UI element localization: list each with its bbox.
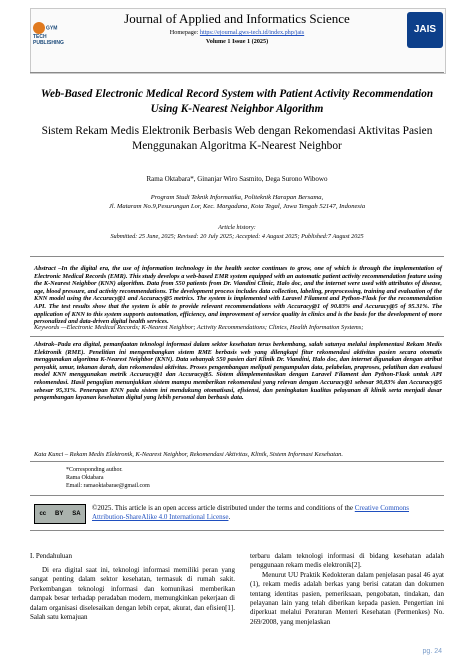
publisher-logo	[33, 22, 64, 46]
header-divider	[30, 72, 444, 73]
affiliation-line-1: Program Studi Teknik Informatika, Politeknik Harapan Bersama,	[150, 194, 324, 201]
divider-keywords	[30, 336, 444, 337]
intro-paragraph-2: Menurut UU Praktik Kedokteran dalam penjelasan pasal 46 ayat (1), rekam medis adalah berkas yang berisi catatan dan dokumen tentang identitas pasien, pemeriksaan, pengobatan, tindakan, dan pelayanan lain yang telah diberikan kepada pasien. Pengertian ini diperkuat melalui Peraturan Menteri Kesehatan (Permenkes) No. 269/2008, yang menjelaskan	[250, 570, 444, 626]
section-heading: I. Pendahuluan	[30, 552, 72, 560]
homepage-link[interactable]: https://ejournal.gws-tech.id/index.php/jais	[199, 29, 305, 36]
corresponding-email: Email: ramaoktabarae@gmail.com	[66, 483, 150, 489]
article-title-id: Sistem Rekam Medis Elektronik Berbasis Web dengan Rekomendasi Aktivitas Pasien Menggunakan Algoritma K-Nearest Neighbor	[41, 125, 433, 152]
intro-paragraph-1-cont: terbaru dalam teknologi informasi di bidang kesehatan adalah penggunaan rekam medis elektronik[2].	[250, 552, 444, 570]
authors: Rama Oktabara*, Ginanjar Wiro Sasmito, Dega Surono Wibowo	[146, 175, 328, 183]
history-label: Article history:	[218, 224, 256, 231]
intro-paragraph-1: Di era digital saat ini, teknologi informasi memiliki peran yang sangat penting dalam sektor kesehatan, termasuk di rumah sakit. Perkembangan teknologi informasi dan komunikasi memberikan dampak besar terhadap peradaban modern, memungkinkan pekerjaan di dalam organisasi diselesaikan dengan lebih cepat, akurat, dan efisien[1]. Salah satu kemajuan	[30, 566, 235, 622]
journal-title: Journal of Applied and Informatics Science	[124, 11, 350, 26]
homepage-label: Homepage:	[169, 29, 200, 36]
license-statement: ©2025. This article is an open access article distributed under the terms and conditions of the	[92, 504, 355, 512]
abstract-en: Abstract –In the digital era, the use of information technology in the health sector continues to grow, one of which is through the implementation of Electronic Medical Records (EMR). This study develops a web-based EMR system equipped with an automatic patient activity recommendation feature using the K-Nearest Neighbor (KNN) algorithm. Data from 550 patients from Dr. Viandini Clinic, Halo doc, and the internet were used with attributes of disease, age, blood pressure, and activity recommendations. The development process includes data collection, labeling, preprocessing, training and evaluation of the KNN model using the Accuracy@1 and Accuracy@5 metrics. The system is implemented with Laravel Filament and Python-Flask for the recommendation API. The test results show that the system is able to provide relevant recommendations with Accuracy@1 of 90.83% and Accuracy@5 of 95.31%. The application of KNN to this system supports automation, efficiency, and improvement of service quality in clinics and is the basis for the development of more personalized and data-driven digital health services.	[34, 265, 442, 326]
abstract-id: Abstrak–Pada era digital, pemanfaatan teknologi informasi dalam sektor kesehatan terus berkembang, salah satunya melalui implementasi Rekam Medis Elektronik (RME). Penelitian ini mengembangkan sistem RME berbasis web yang dilengkapi fitur rekomendasi aktivitas pasien secara otomatis menggunakan algoritma K-Nearest Neighbor (KNN). Data sebanyak 550 pasien dari Klinik Dr. Viandini, Halo doc, dan internet digunakan dengan atribut penyakit, umur, tekanan darah, dan rekomendasi aktivitas. Proses pengembangan meliputi pengumpulan data, pelabelan, praproses, pelatihan dan evaluasi model KNN menggunakan metrik Accuracy@1 dan Accuracy@5. Sistem diimplementasikan dengan Laravel Filament dan Python-Flask untuk API rekomendasi. Hasil pengujian menunjukkan sistem mampu memberikan rekomendasi yang relevan dengan Accuracy@1 sebesar 90,83% dan Accuracy@5 sebesar 95,31%. Penerapan KNN pada sistem ini mendukung otomatisasi, efisiensi, dan peningkatan kualitas pelayanan di klinik serta menjadi dasar pengembangan layanan kesehatan digital yang lebih personal dan berbasis data.	[34, 341, 442, 402]
affiliation-line-2: Jl. Mataram No.9,Pesurungan Lor, Kec. Margadana, Kota Tegal, Jawa Tengah 52147, Indonesia	[108, 203, 366, 210]
license-end: .	[228, 513, 231, 521]
license-link[interactable]: Creative Commons Attribution-ShareAlike 4.0 International License	[92, 504, 410, 521]
body-column-right	[250, 552, 444, 627]
article-history: Submitted: 25 June, 2025; Revised: 20 July 2025; Accepted: 4 August 2025; Published:7 August 2025	[110, 233, 364, 240]
corresponding-author	[66, 466, 366, 490]
by-icon: BY	[55, 511, 64, 517]
body-column-left	[30, 566, 235, 622]
keywords-id: Kata Kunci – Rekam Medis Elektronik, K-Nearest Neighbor, Rekomendasi Aktivitas, Klinik, Sistem Informasi Kesehatan.	[34, 451, 343, 458]
keywords-en: Keywords —Electronic Medical Records; K-Nearest Neighbor; Activity Recommendations; Clinics, Health Information Systems;	[34, 324, 364, 331]
journal-volume: Volume 1 Issue 1 (2025)	[205, 38, 269, 45]
divider-abstract-end	[30, 461, 444, 462]
cc-license-badge	[34, 504, 86, 524]
page-number: pg. 24	[422, 648, 442, 655]
cc-icon: cc	[39, 511, 47, 517]
license-text	[92, 504, 442, 522]
jais-logo: JAIS	[407, 12, 443, 48]
divider-top	[30, 256, 444, 257]
corresponding-label: *Corresponding author.	[66, 467, 123, 473]
publisher-logo-text: GYM TECH PUBLISHING	[33, 25, 64, 46]
corresponding-name: Rama Oktabara	[66, 475, 104, 481]
affiliation	[40, 193, 434, 211]
sa-icon: SA	[72, 511, 81, 517]
article-title-en: Web-Based Electronic Medical Record System with Patient Activity Recommendation Using K-Nearest Neighbor Algorithm	[40, 88, 434, 115]
divider-license	[30, 495, 444, 496]
divider-body	[30, 530, 444, 531]
journal-homepage	[70, 29, 404, 36]
